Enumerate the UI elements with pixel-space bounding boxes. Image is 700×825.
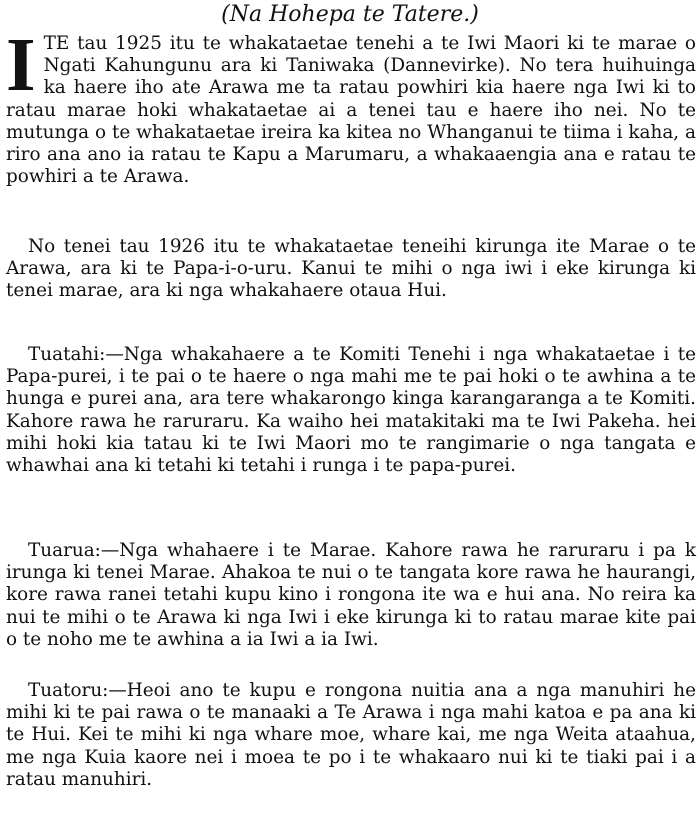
paragraph-4-text: Tuarua:—Nga whahaere i te Marae. Kahore rawa he raruraru i pa k irunga ki tenei Marae. Ahakoa te nui o te tangata kore rawa he haurangi, kore rawa ranei tetahi kupu kino i rongona ite wa e hui ana. No reira ka nui te mihi o te Arawa ki nga Iwi i eke kirunga ki to ratau marae kite pai o te noho me te awhina a ia Iwi a ia Iwi. — [6, 540, 696, 650]
paragraph-1-text: TE tau 1925 itu te whakataetae tenehi a te Iwi Maori ki te marae o Ngati Kahungunu ara ki Taniwaka (Dannevirke). No tera huihuinga ka haere iho ate Arawa me ta ratau powhiri kia haere nga Iwi ki to ratau marae hoki whakataetae ai a tenei tau e haere iho nei. No te mutunga o te whakataetae ireira ka kitea no Whanganui te tiima i kaha, a riro ana ano ia ratau te Kapu a Marumaru, a whakaaengia ana e ratau te powhiri a te Arawa. — [6, 33, 696, 188]
paragraph-2-text: No tenei tau 1926 itu te whakataetae teneihi kirunga ite Marae o te Arawa, ara ki te Papa-i-o-uru. Kanui te mihi o nga iwi i eke kirunga ki tenei marae, ara ki nga whakahaere otaua Hui. — [6, 236, 696, 302]
paragraph-3-text: Tuatahi:—Nga whakahaere a te Komiti Tenehi i nga whakataetae i te Papa-purei, i te pai o te haere o nga mahi me te pai hoki o te awhina a te hunga e purei ana, ara tere whakarongo kinga karangaranga a te Komiti. Kahore rawa he raruraru. Ka waiho hei matakitaki ma te Iwi Pakeha. hei mihi hoki kia tatau ki te Iwi Maori mo te rangimarie o nga tangata e whawhai ana ki tetahi ki tetahi i runga i te papa-purei. — [6, 344, 696, 477]
drop-cap: I — [6, 23, 36, 107]
article-byline: (Na Hohepa te Tatere.) — [221, 2, 479, 27]
paragraph-2 — [6, 236, 696, 303]
paragraph-4 — [6, 540, 696, 651]
paragraph-5-text: Tuatoru:—Heoi ano te kupu e rongona nuitia ana a nga manuhiri he mihi ki te pai rawa o te manaaki a Te Arawa i nga mahi katoa e pa ana ki te Hui. Kei te mihi ki nga whare moe, whare kai, me nga Weita ataahua, me nga Kuia kaore nei i moea te po i te whakaaro nui ki te tiaki pai i a ratau manuhiri. — [6, 680, 696, 790]
paragraph-1 — [6, 23, 696, 188]
paragraph-3 — [6, 344, 696, 477]
paragraph-5 — [6, 680, 696, 791]
